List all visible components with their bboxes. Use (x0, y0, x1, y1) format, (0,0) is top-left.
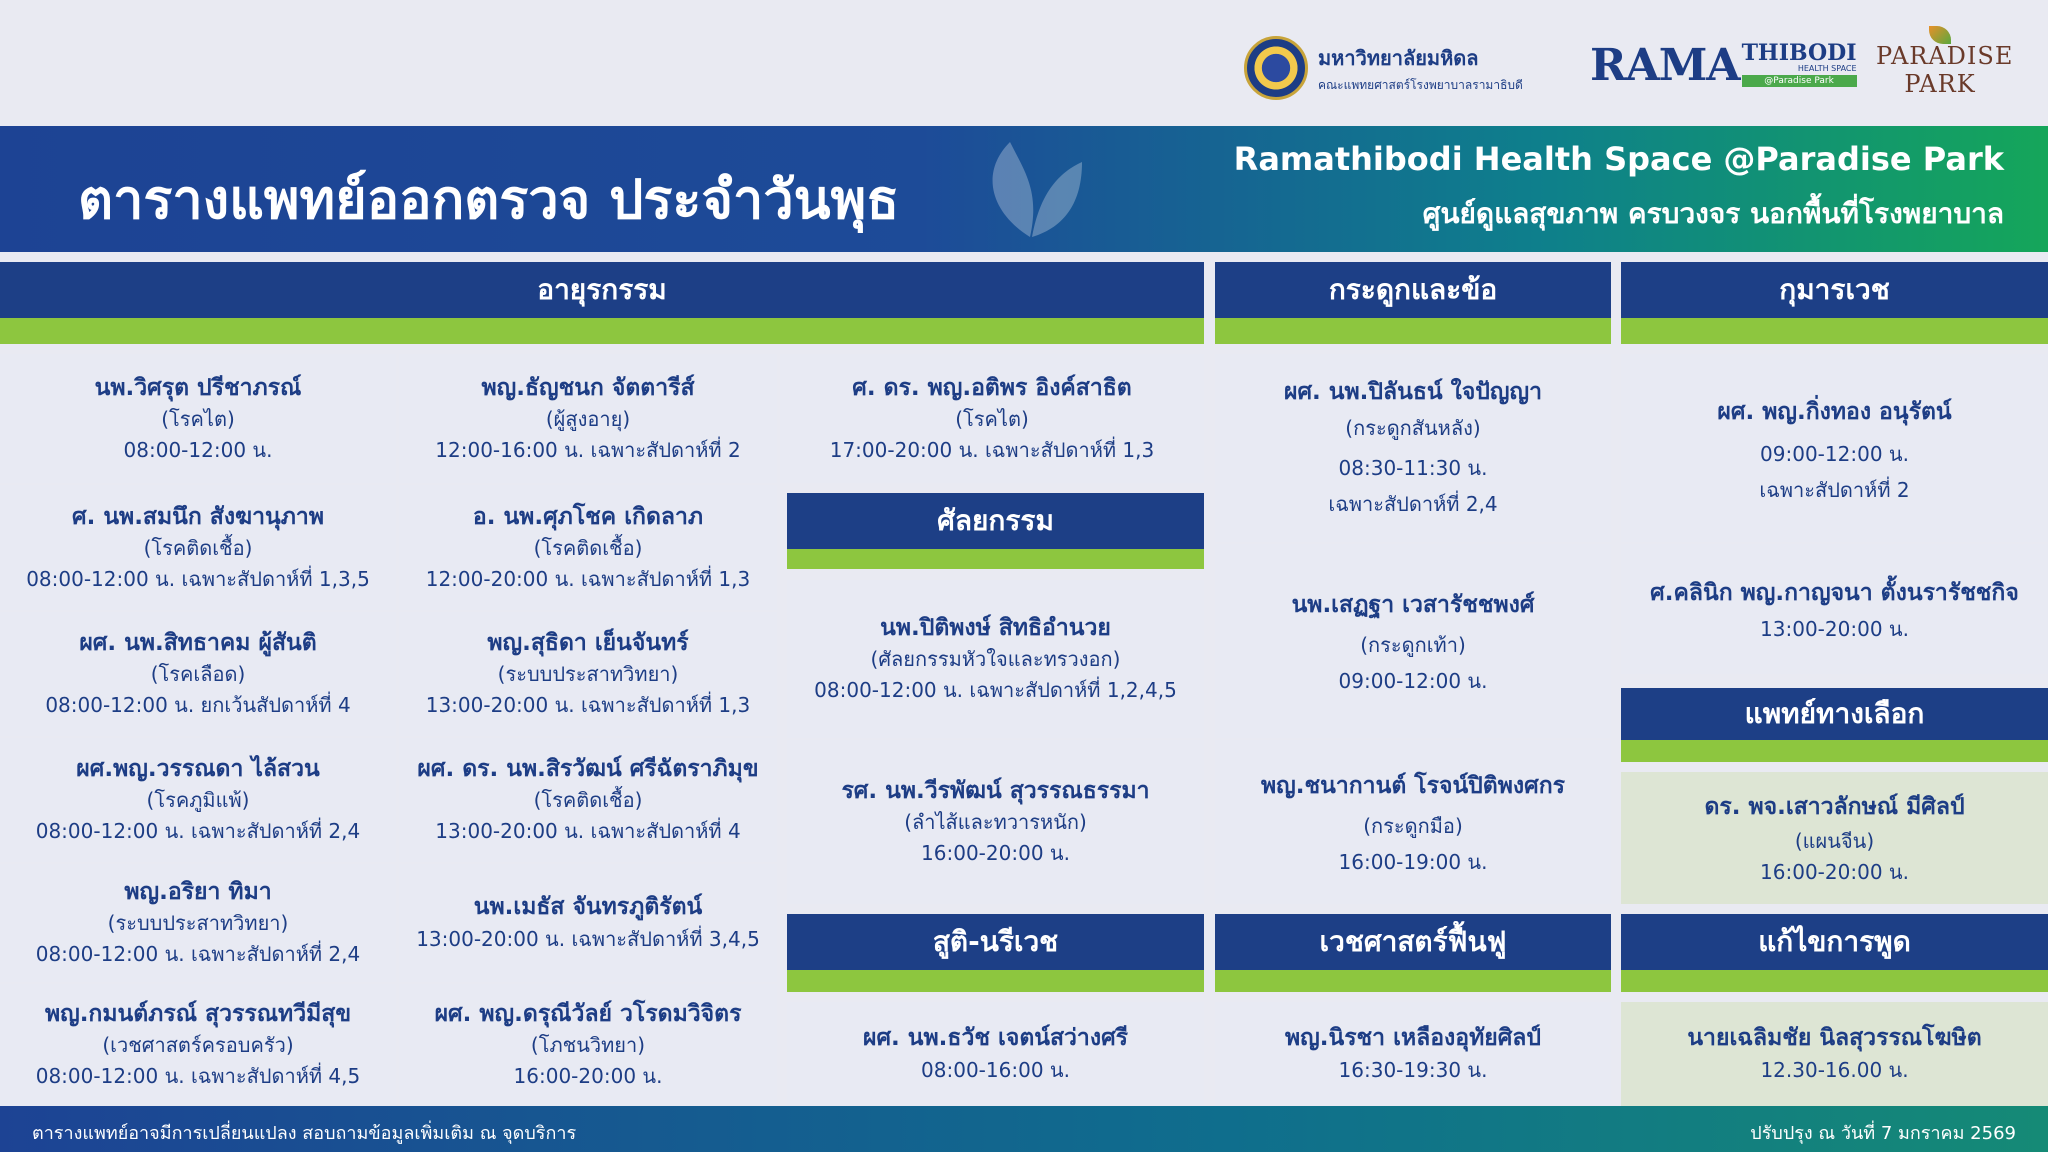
doctor-note: เฉพาะสัปดาห์ที่ 2 (1759, 478, 1910, 502)
section-strip (1215, 970, 1611, 992)
doctor-name: ผศ.พญ.วรรณดา ไล้สวน (76, 756, 320, 782)
doctor-specialty: (โภชนวิทยา) (530, 1033, 646, 1057)
doctor-card (0, 354, 396, 483)
doctor-name: พญ.กมนต์ภรณ์ สุวรรณทวีมีสุข (44, 1001, 352, 1027)
doctor-name: นพ.เมธัส จันทรภูติรัตน์ (473, 894, 703, 920)
doctor-time: 16:00-19:00 น. (1338, 850, 1488, 874)
doctor-card (1215, 740, 1611, 904)
doctor-time: 12.30-16.00 น. (1760, 1058, 1909, 1082)
doctor-card (0, 485, 396, 610)
mahidol-name: มหาวิทยาลัยมหิดล (1318, 45, 1479, 70)
ramathibodi-logo (1590, 40, 1857, 91)
doctor-specialty: (โรคไต) (955, 406, 1029, 431)
paradise-park-logo (1876, 26, 2014, 98)
doctor-name: นพ.วิศรุต ปรีชาภรณ์ (94, 374, 302, 401)
footer-updated-date: ปรับปรุง ณ วันที่ 7 มกราคม 2569 (1750, 1123, 2016, 1144)
banner-subtitle-en: Ramathibodi Health Space @Paradise Park (1233, 140, 2004, 178)
doctor-time: 09:00-12:00 น. (1338, 669, 1488, 693)
section-header-obgyn: สูติ-นรีเวช (787, 914, 1204, 970)
doctor-name: พญ.สุธิดา เย็นจันทร์ (487, 630, 689, 656)
doctor-time: 08:00-12:00 น. เฉพาะสัปดาห์ที่ 2,4 (35, 819, 361, 843)
doctor-specialty: (แผนจีน) (1794, 829, 1875, 853)
doctor-specialty: (กระดูกเท้า) (1360, 633, 1466, 657)
doctor-specialty: (โรคติดเชื้อ) (533, 535, 643, 560)
doctor-card (399, 864, 777, 982)
doctor-time: 16:00-20:00 น. (1760, 860, 1909, 884)
section-header-internal-medicine: อายุรกรรม (0, 262, 1204, 318)
doctor-time: 08:00-12:00 น. เฉพาะสัปดาห์ที่ 1,2,4,5 (814, 678, 1177, 702)
doctor-specialty: (เวชศาสตร์ครอบครัว) (102, 1033, 294, 1057)
doctor-time: 09:00-12:00 น. (1760, 442, 1909, 466)
doctor-name: พญ.อริยา ทิมา (124, 879, 272, 905)
banner-subtitle-th: ศูนย์ดูแลสุขภาพ ครบวงจร นอกพื้นที่โรงพยาบาล (1422, 197, 2004, 230)
doctor-name: นพ.ปิติพงษ์ สิทธิอำนวย (880, 615, 1111, 641)
doctor-name: ศ. นพ.สมนึก สังฆานุภาพ (71, 503, 325, 530)
doctor-name: รศ. นพ.วีรพัฒน์ สุวรรณธรรมา (841, 778, 1150, 804)
doctor-card (0, 738, 396, 862)
leaf-icon (970, 132, 1090, 242)
doctor-time: 16:30-19:30 น. (1338, 1058, 1488, 1082)
page-title: ตารางแพทย์ออกตรวจ ประจำวันพุธ (78, 168, 900, 231)
doctor-specialty: (ศัลยกรรมหัวใจและทรวงอก) (870, 647, 1121, 671)
doctor-card (1621, 354, 2048, 542)
doctor-card (1215, 544, 1611, 738)
doctor-time: 13:00-20:00 น. เฉพาะสัปดาห์ที่ 4 (435, 819, 741, 843)
doctor-time: 13:00-20:00 น. (1760, 617, 1909, 641)
mahidol-sub: คณะแพทยศาสตร์โรงพยาบาลรามาธิบดี (1318, 77, 1523, 92)
doctor-card (0, 864, 396, 982)
doctor-time: 16:00-20:00 น. (921, 841, 1070, 865)
doctor-name: นพ.เสฏฐา เวสารัชชพงศ์ (1291, 592, 1535, 618)
section-strip (787, 549, 1204, 569)
section-header-surgery: ศัลยกรรม (787, 493, 1204, 549)
doctor-card (399, 485, 777, 610)
doctor-card (1215, 1002, 1611, 1106)
rama-health-space: HEALTH SPACE (1797, 64, 1857, 73)
rama-paradise-park: @Paradise Park (1742, 75, 1857, 87)
doctor-name: ผศ. นพ.สิทธาคม ผู้สันติ (79, 630, 317, 656)
section-header-pediatrics: กุมารเวช (1621, 262, 2048, 318)
mahidol-seal-icon (1244, 36, 1308, 100)
section-strip (787, 970, 1204, 992)
doctor-time: 08:00-12:00 น. เฉพาะสัปดาห์ที่ 1,3,5 (26, 566, 370, 591)
doctor-name: ผศ. พญ.กิ่งทอง อนุรัตน์ (1717, 399, 1952, 425)
doctor-name: พญ.ชนากานต์ โรจน์ปิติพงศกร (1261, 773, 1565, 799)
section-header-speech: แก้ไขการพูด (1621, 914, 2048, 970)
doctor-time: 08:00-12:00 น. (123, 437, 273, 462)
logo-bar (0, 0, 2048, 126)
doctor-specialty: (ลำไส้และทวารหนัก) (904, 810, 1087, 834)
section-strip (1215, 318, 1611, 344)
doctor-card (780, 354, 1204, 483)
doctor-name: ผศ. นพ.ปิลันธน์ ใจปัญญา (1283, 379, 1543, 405)
section-strip (1621, 970, 2048, 992)
doctor-time: 08:30-11:30 น. (1338, 456, 1488, 480)
doctor-name: พญ.นิรชา เหลืองอุทัยศิลป์ (1284, 1025, 1541, 1051)
doctor-time: 13:00-20:00 น. เฉพาะสัปดาห์ที่ 1,3 (425, 693, 751, 717)
doctor-specialty: (กระดูกสันหลัง) (1345, 416, 1481, 440)
paradise-line1: PARADISE (1876, 42, 2014, 70)
title-banner (0, 126, 2048, 252)
doctor-time: 17:00-20:00 น. เฉพาะสัปดาห์ที่ 1,3 (829, 437, 1155, 462)
rama-thibodi: THIBODI (1741, 40, 1857, 66)
doctor-specialty: (ผู้สูงอายุ) (545, 406, 631, 431)
doctor-card (399, 354, 777, 483)
footer-bar (0, 1106, 2048, 1152)
doctor-card (787, 740, 1204, 904)
paradise-line2: PARK (1904, 70, 1976, 98)
doctor-card (787, 580, 1204, 738)
doctor-specialty: (โรคติดเชื้อ) (533, 788, 643, 812)
doctor-name: ผศ. นพ.ธวัช เจตน์สว่างศรี (862, 1025, 1129, 1051)
doctor-name: ผศ. ดร. นพ.สิรวัฒน์ ศรีฉัตราภิมุข (417, 756, 759, 782)
doctor-card (1621, 1002, 2048, 1106)
doctor-time: 08:00-16:00 น. (921, 1058, 1070, 1082)
doctor-name: นายเฉลิมชัย นิลสุวรรณโฆษิต (1687, 1025, 1982, 1051)
section-strip (1621, 740, 2048, 762)
doctor-time: 12:00-20:00 น. เฉพาะสัปดาห์ที่ 1,3 (425, 566, 751, 591)
doctor-time: 08:00-12:00 น. เฉพาะสัปดาห์ที่ 4,5 (35, 1064, 361, 1088)
section-header-alternative-medicine: แพทย์ทางเลือก (1621, 688, 2048, 740)
doctor-name: อ. นพ.ศุภโชค เกิดลาภ (472, 503, 704, 530)
doctor-card (787, 1002, 1204, 1106)
doctor-specialty: (โรคภูมิแพ้) (146, 788, 250, 812)
rama-big: RAMA (1590, 40, 1740, 91)
footer-disclaimer: ตารางแพทย์อาจมีการเปลี่ยนแปลง สอบถามข้อมูลเพิ่มเติม ณ จุดบริการ (32, 1123, 577, 1144)
doctor-card (399, 612, 777, 736)
doctor-specialty: (โรคติดเชื้อ) (143, 535, 253, 560)
doctor-specialty: (ระบบประสาทวิทยา) (497, 662, 679, 686)
doctor-card (1621, 544, 2048, 674)
section-header-orthopedics: กระดูกและข้อ (1215, 262, 1611, 318)
doctor-time: 16:00-20:00 น. (513, 1064, 663, 1088)
doctor-specialty: (ระบบประสาทวิทยา) (107, 911, 289, 935)
doctor-name: ดร. พจ.เสาวลักษณ์ มีศิลป์ (1704, 794, 1965, 820)
doctor-specialty: (โรคเลือด) (150, 662, 246, 686)
doctor-time: 13:00-20:00 น. เฉพาะสัปดาห์ที่ 3,4,5 (416, 927, 760, 951)
doctor-card (0, 612, 396, 736)
doctor-time: 08:00-12:00 น. ยกเว้นสัปดาห์ที่ 4 (45, 693, 351, 717)
doctor-card (1621, 772, 2048, 904)
section-strip (1621, 318, 2048, 344)
doctor-name: ศ.คลินิก พญ.กาญจนา ตั้งนรารัชชกิจ (1650, 580, 2019, 606)
doctor-specialty: (กระดูกมือ) (1363, 814, 1463, 838)
doctor-specialty: (โรคไต) (161, 406, 235, 431)
doctor-card (1215, 354, 1611, 542)
doctor-card (399, 738, 777, 862)
doctor-name: ผศ. พญ.ดรุณีวัลย์ วโรดมวิจิตร (434, 1001, 742, 1027)
doctor-name: พญ.ธัญชนก จัตตารีส์ (481, 374, 695, 401)
doctor-card (399, 984, 777, 1106)
section-header-rehab: เวชศาสตร์ฟื้นฟู (1215, 914, 1611, 970)
section-strip (0, 318, 1204, 344)
doctor-note: เฉพาะสัปดาห์ที่ 2,4 (1328, 492, 1498, 516)
doctor-time: 12:00-16:00 น. เฉพาะสัปดาห์ที่ 2 (435, 437, 741, 462)
doctor-time: 08:00-12:00 น. เฉพาะสัปดาห์ที่ 2,4 (35, 942, 361, 966)
doctor-name: ศ. ดร. พญ.อติพร อิงค์สาธิต (852, 374, 1132, 401)
doctor-card (0, 984, 396, 1106)
mahidol-logo (1244, 36, 1523, 100)
